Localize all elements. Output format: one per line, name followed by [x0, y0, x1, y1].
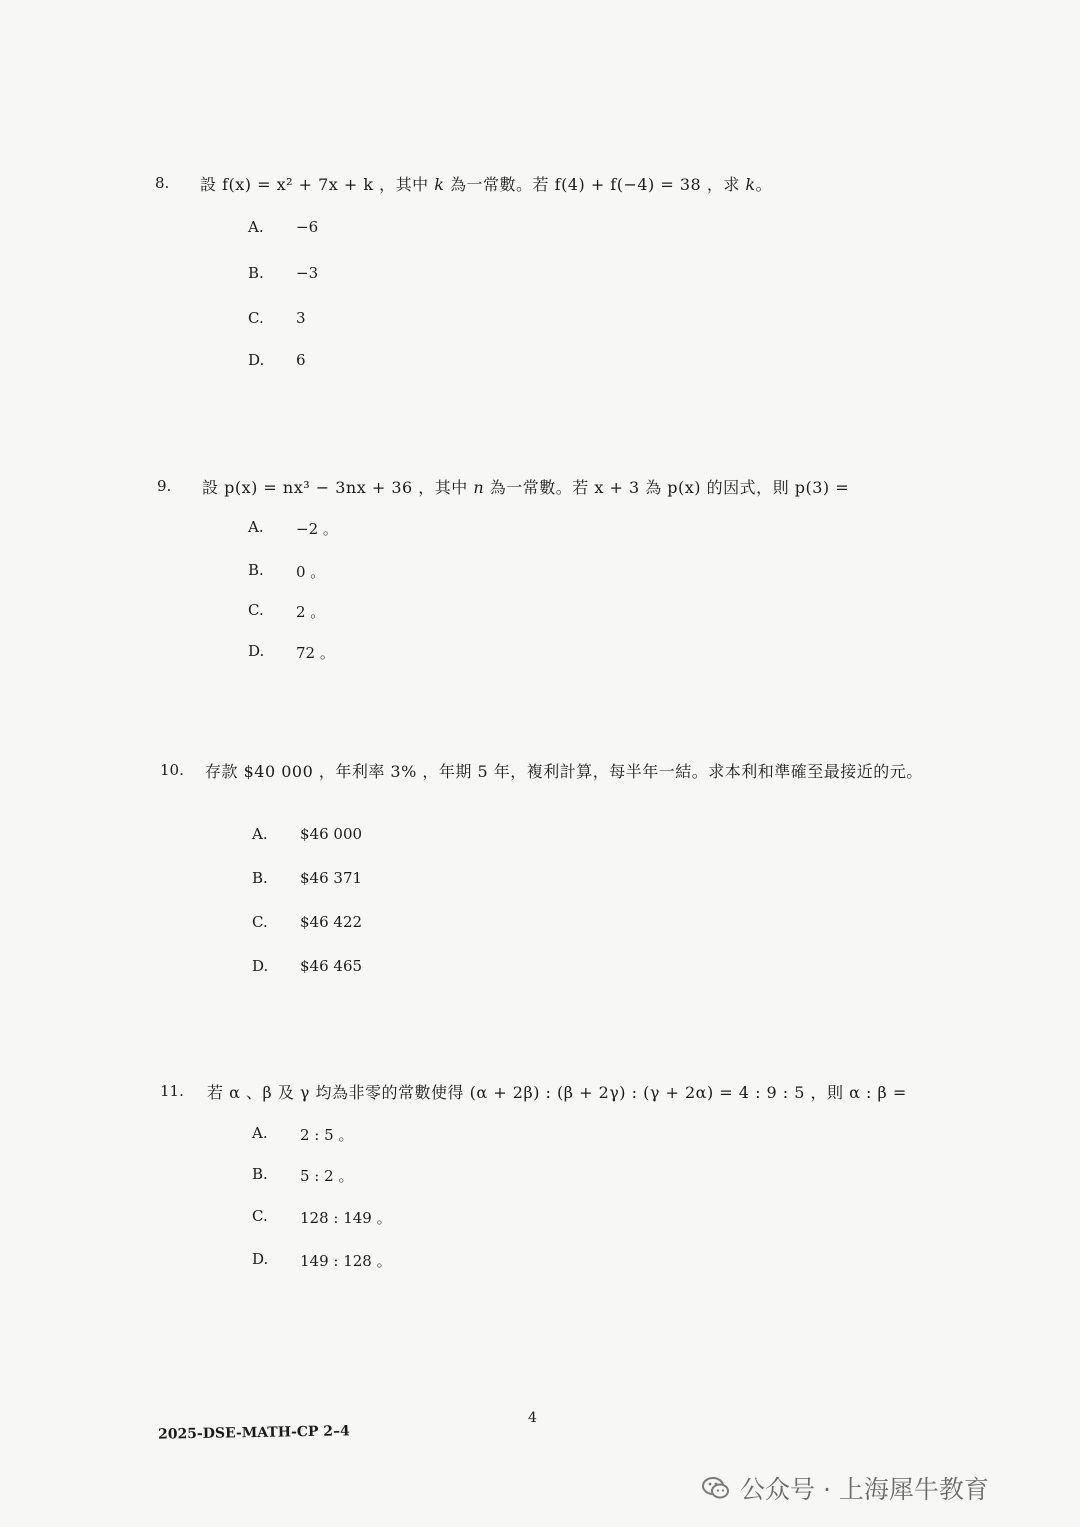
option-text: −2 。 [296, 520, 338, 538]
footer-exam-code: 2025-DSE-MATH-CP 2–4 [157, 1423, 350, 1443]
option-a [0, 518, 700, 540]
option-b [0, 869, 700, 891]
stem-segment: 設 f(x) = x² + 7x + k ，其中 [200, 175, 435, 194]
option-a [0, 1124, 700, 1146]
option-d [0, 351, 700, 373]
option-c [0, 601, 700, 623]
option-letter: B. [248, 561, 264, 579]
option-a [0, 825, 700, 847]
option-text: 149 : 128 。 [300, 1252, 392, 1270]
option-text: −3 [296, 264, 319, 282]
option-letter: B. [252, 869, 268, 887]
option-c [0, 309, 700, 331]
option-b [0, 264, 700, 286]
stem-segment: 。 [755, 175, 773, 194]
option-text: 6 [296, 351, 306, 369]
question-stem [200, 172, 772, 195]
option-d [0, 957, 700, 979]
option-letter: A. [248, 218, 264, 236]
question-number: 8. [155, 174, 170, 192]
question-number: 11. [160, 1082, 184, 1100]
stem-segment: 設 p(x) = nx³ − 3nx + 36 ，其中 [202, 478, 474, 497]
question-stem [202, 475, 849, 498]
option-text: 2 : 5 。 [300, 1126, 354, 1144]
page-number: 4 [528, 1410, 537, 1426]
option-letter: D. [252, 1250, 269, 1268]
option-b [0, 561, 700, 583]
option-letter: C. [248, 601, 264, 619]
option-text: 0 。 [296, 563, 326, 581]
option-text: 3 [296, 309, 306, 327]
question-stem [207, 1080, 907, 1103]
stem-segment: 為一常數。若 x + 3 為 p(x) 的因式，則 p(3) = [484, 478, 850, 497]
option-text: $46 422 [300, 913, 363, 931]
option-a [0, 218, 700, 240]
option-letter: D. [252, 957, 269, 975]
math-variable: k [745, 175, 756, 194]
option-c [0, 1207, 700, 1229]
option-text: −6 [296, 218, 319, 236]
option-letter: C. [252, 913, 268, 931]
option-text: 2 。 [296, 603, 326, 621]
option-text: $46 465 [300, 957, 363, 975]
question-number: 9. [157, 477, 172, 495]
question-number: 10. [160, 761, 184, 779]
option-text: 128 : 149 。 [300, 1209, 392, 1227]
question-stem [205, 759, 925, 785]
wechat-icon [700, 1472, 732, 1504]
option-text: 72 。 [296, 644, 335, 662]
option-letter: C. [252, 1207, 268, 1225]
option-text: $46 000 [300, 825, 363, 843]
option-letter: A. [252, 825, 268, 843]
option-letter: A. [252, 1124, 268, 1142]
math-variable: n [473, 478, 485, 497]
watermark-text: 公众号 · 上海犀牛教育 [740, 1475, 989, 1504]
stem-segment: 為一常數。若 f(4) + f(−4) = 38 ，求 [444, 175, 746, 194]
stem-segment: 若 α 、β 及 γ 均為非零的常數使得 (α + 2β) : (β + 2γ) : (γ + 2α) = 4 : 9 : 5 ，則 α : β = [207, 1083, 907, 1102]
stem-segment: 存款 $40 000 ，年利率 3% ，年期 5 年，複利計算，每半年一結。求本利和準確至最接近的元。 [205, 762, 923, 781]
option-letter: B. [252, 1165, 268, 1183]
watermark [700, 1468, 989, 1508]
option-letter: B. [248, 264, 264, 282]
option-d [0, 642, 700, 664]
option-text: $46 371 [300, 869, 363, 887]
option-letter: D. [248, 351, 265, 369]
option-letter: D. [248, 642, 265, 660]
option-b [0, 1165, 700, 1187]
option-text: 5 : 2 。 [300, 1167, 354, 1185]
option-letter: A. [248, 518, 264, 536]
option-c [0, 913, 700, 935]
option-d [0, 1250, 700, 1272]
math-variable: k [434, 175, 445, 194]
option-letter: C. [248, 309, 264, 327]
